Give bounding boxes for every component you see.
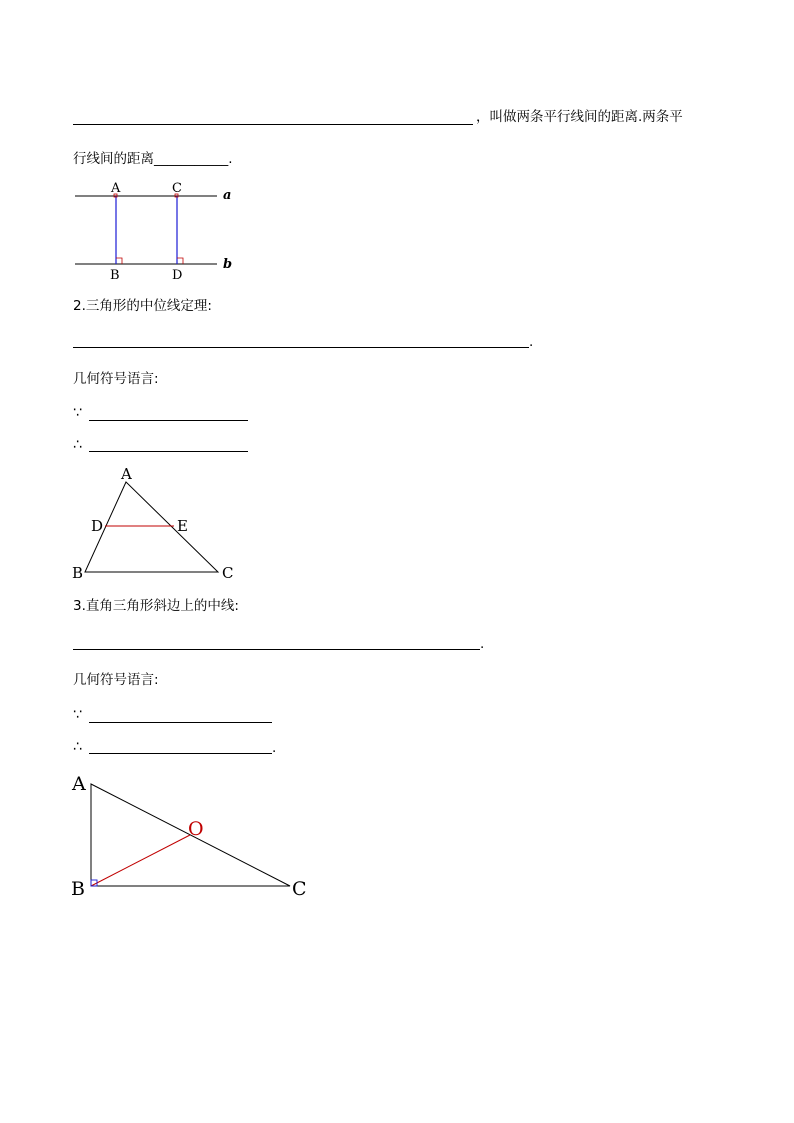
label-B: B [110, 268, 120, 283]
section-3-title: 3.直角三角形斜边上的中线: [73, 598, 239, 614]
because-blank-line-2[interactable] [89, 722, 272, 723]
because-symbol-2: ∵ [73, 707, 82, 723]
right-angle-b [116, 258, 122, 264]
therefore-end-mark: . [272, 740, 277, 756]
definition-term-text: 两条平行线间的距离 [516, 109, 638, 125]
label-B: B [72, 564, 84, 582]
parallel-lines-figure [70, 178, 250, 283]
label-C: C [292, 878, 307, 900]
label-B: B [71, 878, 85, 900]
definition-called-text: ，叫做 [476, 109, 517, 125]
right-triangle-median-figure [68, 765, 318, 905]
label-line-a: a [223, 188, 232, 203]
definition-text-line-2 [73, 153, 233, 167]
label-A: A [121, 465, 132, 483]
section-3-end-mark: . [480, 636, 485, 652]
label-C: C [222, 564, 234, 582]
therefore-blank-line-2[interactable] [89, 753, 272, 754]
answer-blank-line-1[interactable] [73, 124, 473, 125]
label-line-b: b [223, 257, 233, 272]
section-2-symbol-language: 几何符号语言: [73, 371, 159, 387]
definition-text-line-1 [476, 111, 683, 125]
triangle-midline-figure [70, 460, 250, 585]
triangle-abc [85, 482, 218, 572]
answer-blank-line-3[interactable] [73, 347, 529, 348]
label-A: A [111, 181, 121, 196]
because-symbol: ∵ [73, 405, 82, 421]
therefore-symbol: ∴ [73, 437, 82, 453]
therefore-blank-line[interactable] [89, 451, 248, 452]
sentence-end-mark: . [228, 151, 233, 167]
definition-continuation-text: .两条平 [638, 109, 683, 125]
label-D: D [91, 517, 104, 535]
right-angle-d [177, 258, 183, 264]
label-D: D [172, 268, 183, 283]
distance-label-text: 行线间的距离 [73, 151, 154, 167]
section-2-title: 2.三角形的中位线定理: [73, 298, 212, 314]
section-2-end-mark: . [529, 334, 534, 350]
section-3-symbol-language: 几何符号语言: [73, 672, 159, 688]
therefore-symbol-2: ∴ [73, 739, 82, 755]
label-E: E [177, 517, 188, 535]
label-O: O [188, 818, 204, 840]
label-C: C [172, 181, 182, 196]
because-blank-line[interactable] [89, 420, 248, 421]
answer-blank-line-4[interactable] [73, 649, 480, 650]
answer-blank-2[interactable]: ___________ [154, 151, 229, 167]
median-bo [91, 835, 190, 886]
label-A: A [72, 773, 86, 795]
